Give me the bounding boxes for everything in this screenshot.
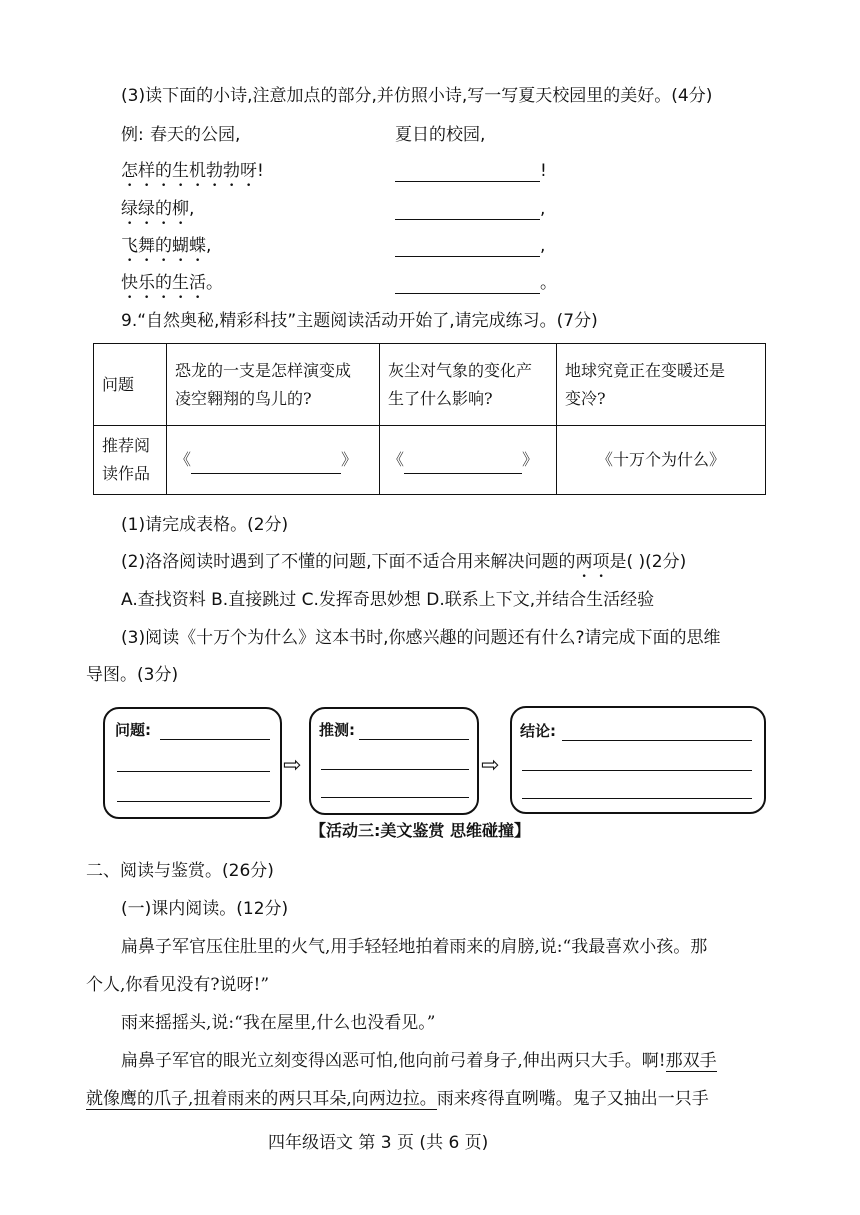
question-9-1: (1)请完成表格。(2分): [121, 515, 289, 535]
poem-line-4: 飞舞的蝴蝶,: [121, 236, 212, 256]
passage-para-1-line-1: 扁鼻子军官压住肚里的火气,用手轻轻地拍着雨来的肩膀,说:“我最喜欢小孩。那: [121, 937, 708, 957]
question-9-prompt: 9.“自然奥秘,精彩科技”主题阅读活动开始了,请完成练习。(7分): [121, 311, 598, 331]
right-arrow-icon: ⇨: [481, 753, 500, 778]
passage-para-3-line-1: 扁鼻子军官的眼光立刻变得凶恶可怕,他向前弓着身子,伸出两只大手。啊!那双手: [121, 1051, 717, 1071]
reading-table: [93, 343, 766, 495]
passage-para-2: 雨来摇摇头,说:“我在屋里,什么也没看见。”: [121, 1013, 436, 1033]
mindmap-box-guess[interactable]: 推测:: [309, 707, 479, 815]
question-9-2-options: A.查找资料 B.直接跳过 C.发挥奇思妙想 D.联系上下文,并结合生活经验: [121, 590, 655, 610]
poem-line-3: 绿绿的柳,: [121, 199, 195, 219]
example-label: 例:: [121, 125, 144, 145]
book-known: 《十万个为什么》: [557, 426, 766, 495]
row-header-question: 问题: [94, 344, 167, 426]
passage-para-3-line-2: 就像鹰的爪子,扭着雨来的两只耳朵,向两边拉。雨来疼得直咧嘴。鬼子又抽出一只手: [86, 1089, 709, 1109]
mindmap-box-question[interactable]: 问题:: [103, 707, 282, 819]
answer-blank-4[interactable]: 。: [395, 272, 557, 294]
answer-blank-2[interactable]: ,: [395, 198, 545, 220]
answer-blank-3[interactable]: ,: [395, 235, 545, 257]
page-footer: 四年级语文 第 3 页 (共 6 页): [268, 1133, 489, 1153]
table-question-2: 灰尘对气象的变化产 生了什么影响?: [380, 344, 557, 426]
poem-line-5: 快乐的生活。: [121, 273, 223, 293]
passage-para-1-line-2: 个人,你看见没有?说呀!”: [86, 975, 270, 995]
answer-title: 夏日的校园,: [395, 125, 486, 145]
poem-line-2: 怎样的生机勃勃呀!: [121, 161, 264, 181]
section-2-sub-1: (一)课内阅读。(12分): [121, 899, 289, 919]
table-question-1: 恐龙的一支是怎样演变成 凌空翱翔的鸟儿的?: [167, 344, 380, 426]
table-question-3: 地球究竟正在变暖还是 变冷?: [557, 344, 766, 426]
poem-line-1: 春天的公园,: [150, 125, 241, 145]
section-2-title: 二、阅读与鉴赏。(26分): [86, 861, 274, 881]
answer-blank-1[interactable]: !: [395, 160, 547, 182]
book-blank-2[interactable]: 《 》: [380, 426, 557, 495]
question-8-3-prompt: (3)读下面的小诗,注意加点的部分,并仿照小诗,写一写夏天校园里的美好。(4分): [121, 86, 713, 106]
mindmap-box-conclusion[interactable]: 结论:: [510, 706, 766, 814]
row-header-book: 推荐阅 读作品: [94, 426, 167, 495]
activity-3-heading: 【活动三:美文鉴赏 思维碰撞】: [310, 821, 530, 840]
book-blank-1[interactable]: 《 》: [167, 426, 380, 495]
question-9-3-line-1: (3)阅读《十万个为什么》这本书时,你感兴趣的问题还有什么?请完成下面的思维: [121, 628, 721, 648]
question-9-3-line-2: 导图。(3分): [86, 665, 179, 685]
right-arrow-icon: ⇨: [283, 753, 302, 778]
question-9-2: (2)洛洛阅读时遇到了不懂的问题,下面不适合用来解决问题的两项是( )(2分): [121, 552, 687, 572]
